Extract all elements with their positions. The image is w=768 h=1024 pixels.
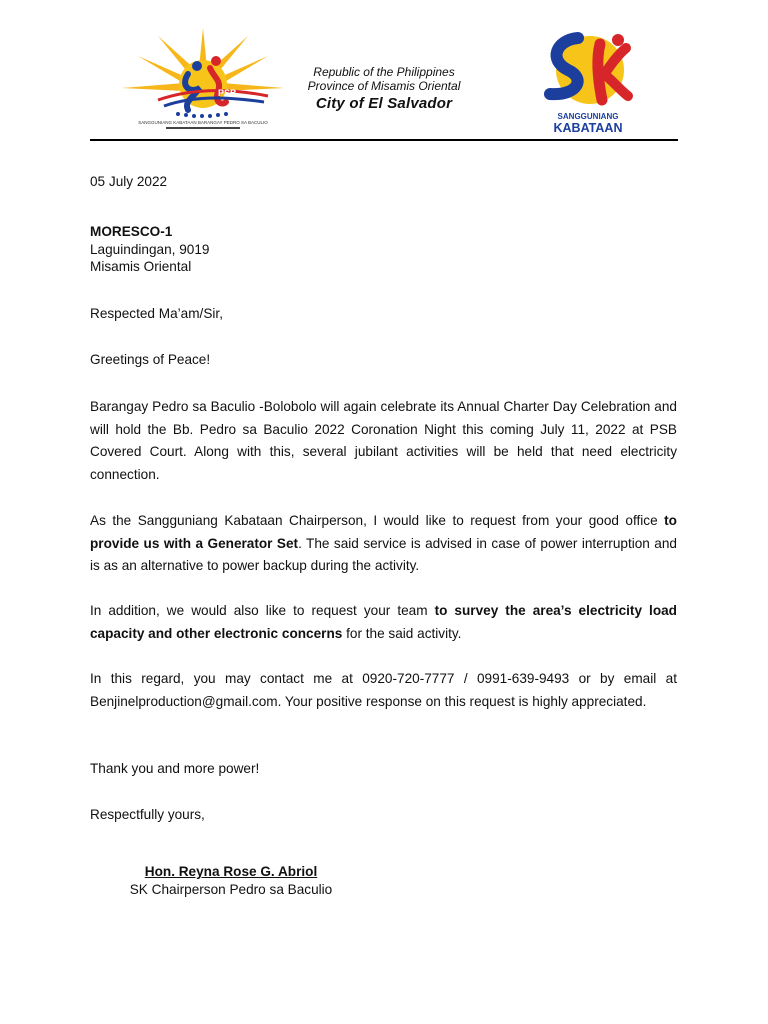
recipient-address-line1: Laguindingan, 9019 bbox=[90, 241, 210, 257]
psb-logo-text: PSB bbox=[218, 88, 237, 98]
recipient-address-line2: Misamis Oriental bbox=[90, 259, 192, 274]
sk-logo-line1: SANGGUNIANG bbox=[557, 112, 619, 121]
letterhead-city: City of El Salvador bbox=[315, 95, 453, 112]
greeting: Greetings of Peace! bbox=[90, 352, 211, 367]
letterhead-province: Province of Misamis Oriental bbox=[307, 79, 461, 93]
paragraph-generator-request bbox=[90, 510, 677, 578]
seal-ring-text: SANGGUNIANG KABATAAN BARANGAY PEDRO SA BACULIO bbox=[138, 120, 268, 125]
psb-sk-seal-icon bbox=[118, 28, 288, 134]
para3-bold-request: to survey the area’s electricity load capacity and other electronic concerns bbox=[90, 603, 677, 641]
salutation: Respected Ma’am/Sir, bbox=[90, 306, 223, 321]
para3-text-before: In addition, we would also like to request your team bbox=[90, 603, 435, 618]
thanks-line: Thank you and more power! bbox=[90, 761, 260, 776]
recipient-name: MORESCO-1 bbox=[90, 224, 173, 239]
letter-date: 05 July 2022 bbox=[90, 174, 168, 189]
paragraph-survey-request bbox=[90, 600, 677, 645]
paragraph-contact: In this regard, you may contact me at 0920-720-7777 / 0991-639-9493 or by email at Benjinelproduction@gmail.com. Your positive response on this request is highly appreciated. bbox=[90, 671, 677, 709]
signature-block bbox=[90, 863, 372, 898]
para3-text-after: for the said activity. bbox=[342, 625, 462, 641]
signatory-title: SK Chairperson Pedro sa Baculio bbox=[129, 881, 333, 897]
paragraph-charter-day: Barangay Pedro sa Baculio -Bolobolo will again celebrate its Annual Charter Day Celebration and will hold the Bb. Pedro sa Baculio 2022 Coronation Night this coming July 11, 2022 at PSB Covered Court. Along with this, several jubilant activities will be held that need electricity connection. bbox=[90, 399, 677, 482]
closing-line: Respectfully yours, bbox=[90, 807, 205, 822]
signatory-name: Hon. Reyna Rose G. Abriol bbox=[144, 864, 318, 879]
letterhead-republic: Republic of the Philippines bbox=[313, 65, 455, 79]
sk-logo-icon bbox=[538, 30, 638, 136]
recipient-block bbox=[90, 223, 677, 276]
letterhead bbox=[290, 65, 478, 113]
sk-logo-line2: KABATAAN bbox=[553, 121, 623, 135]
para2-bold-request: to provide us with a Generator Set bbox=[90, 513, 677, 551]
para2-text-before: As the Sangguniang Kabataan Chairperson, I would like to request from your good office bbox=[90, 513, 665, 528]
header-divider bbox=[90, 139, 678, 141]
para2-text-after: . The said service is advised in case of power interruption and is as an alternative to power backup during the activity. bbox=[90, 535, 677, 574]
